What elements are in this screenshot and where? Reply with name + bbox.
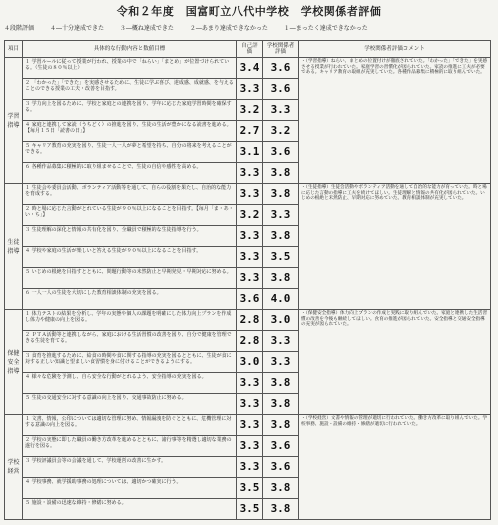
- school-score: 3.8: [263, 394, 299, 415]
- self-score: 3.1: [237, 142, 263, 163]
- self-score: 3.3: [237, 436, 263, 457]
- school-score: 3.8: [263, 184, 299, 205]
- self-score: 2.8: [237, 310, 263, 331]
- self-score: 3.5: [237, 499, 263, 520]
- self-score: 3.2: [237, 205, 263, 226]
- item-cell: ３ 学校評議員会等の会議を通して、学校運営の改善に生かす。: [23, 457, 237, 478]
- table-row: [5, 310, 491, 331]
- page-title: 令和２年度 国富町立八代中学校 学校関係者評価: [116, 5, 382, 18]
- item-cell: １ 生徒会や委員会活動、ボランティア活動等を通して、自らの役割を果たし、自治的な能力を育成する。: [23, 184, 237, 205]
- table-row: [5, 415, 491, 436]
- school-score: 3.0: [263, 310, 299, 331]
- self-score: 3.3: [237, 184, 263, 205]
- comment-cell: ・（生徒指導）生徒会活動やボランティア活動を通して自治的な能力が育っていた。時と場に応じた言動の指導に工夫を続けてほしい。生徒理解と情報の共有化が図られていた。いじめの根絶と未然防止、早期対応に努めていた。教育相談体制が充実していた。: [299, 184, 491, 310]
- item-cell: １ 文書、情報、公印については適切な管理に努め、情報漏洩を防ぐとともに、危機管理に対する意識の向上を図る。: [23, 415, 237, 436]
- school-score: 3.5: [263, 247, 299, 268]
- school-score: 3.6: [263, 142, 299, 163]
- school-score: 3.2: [263, 121, 299, 142]
- legend-item-1: １―まったく達成できなかった: [283, 25, 368, 32]
- self-score: 2.7: [237, 121, 263, 142]
- item-cell: ４ 学校や家庭の生活が楽しいと答える生徒が９０％以上になることを目指す。: [23, 247, 237, 268]
- item-cell: ５ 施設・設備の迅速な維持・修繕に努める。: [23, 499, 237, 520]
- comment-cell: ・（保健安全指導）体力向上プランの作成と実践に取り組んでいた。家庭と連携した生活習慣の改善を今後も継続してほしい。食育の推進が図られていた。安全指導と交通安全指導の充実が図られていた。: [299, 310, 491, 415]
- header-item: 具体的な行動内容と数値目標: [23, 41, 237, 58]
- self-score: 3.0: [237, 352, 263, 373]
- comment-cell: ・（学校経営）文書や情報の管理が適切に行われていた。働き方改革に取り組んでいた。学校事務、施設・設備の維持・修繕が適切に行われていた。: [299, 415, 491, 520]
- item-cell: ３ 学力向上を図るために、学校と家庭との連携を図り、学年に応じた家庭学習時間を確保する。: [23, 100, 237, 121]
- item-cell: ２ 「わかった」「できた」を実感させるために、生徒に学ぶ喜び、達成感、成就感、を与えることのできる授業の工夫・改善を目指す。: [23, 79, 237, 100]
- self-score: 3.4: [237, 58, 263, 79]
- area-cell: 学校経営: [5, 415, 23, 520]
- item-cell: １ 体力テストの結果を分析し、学年の実態や個人の課題を明確にした体力向上プランを作成し体力や健康の向上を図る。: [23, 310, 237, 331]
- school-score: 3.8: [263, 415, 299, 436]
- item-cell: ４ 様々な危険を予測し、自ら安全な行動がとれるよう、安全指導の充実を図る。: [23, 373, 237, 394]
- area-cell: 保健安全指導: [5, 310, 23, 415]
- evaluation-table: [4, 40, 491, 520]
- header-area: 項目: [5, 41, 23, 58]
- self-score: 3.3: [237, 457, 263, 478]
- item-cell: ２ 時と場に応じた言動がとれている生徒が９０％以上になることを目指す。【毎月「ま・あ・い・ち」】: [23, 205, 237, 226]
- table-row: [5, 184, 491, 205]
- area-cell: 生徒指導: [5, 184, 23, 310]
- legend-item-2: ２―あまり達成できなかった: [189, 25, 268, 32]
- header-comment: 学校関係者評価コメント: [299, 41, 491, 58]
- school-score: 3.3: [263, 331, 299, 352]
- item-cell: ６ 各種作品募集に積極的に取り組ませることで、生徒の自信や感性を高める。: [23, 163, 237, 184]
- school-score: 3.8: [263, 373, 299, 394]
- item-cell: ５ キャリア教育の充実を図り、生徒一人一人が夢と希望を持ち、自分の将来を考えることができる。: [23, 142, 237, 163]
- self-score: 3.3: [237, 247, 263, 268]
- self-score: 2.8: [237, 331, 263, 352]
- item-cell: ５ いじめの根絶を目指すとともに、問題行動等の未然防止と早期発見・早期対応に努める。: [23, 268, 237, 289]
- legend-label: ４段階評価: [4, 25, 35, 32]
- comment-cell: ・（学習指導）ねらい、まとめの位置付けが徹底されていた。「わかった」「できた」を実感させる授業が行われていた。家庭学習の習慣化が図られていた。家読の推進に工夫が必要である。キャリア教育の取組が充実していた。各種作品募集に積極的に取り組んでいた。: [299, 58, 491, 184]
- school-score: 3.8: [263, 268, 299, 289]
- school-score: 3.6: [263, 436, 299, 457]
- school-score: 3.3: [263, 100, 299, 121]
- school-score: 3.3: [263, 352, 299, 373]
- item-cell: ４ 学校事務、就学援助事務の処理については、適切かつ確実に行う。: [23, 478, 237, 499]
- school-score: 3.8: [263, 478, 299, 499]
- table-header-row: [5, 41, 491, 58]
- legend-item-3: ３―概ね達成できた: [119, 25, 174, 32]
- school-score: 3.8: [263, 163, 299, 184]
- school-score: 3.3: [263, 205, 299, 226]
- self-score: 3.6: [237, 289, 263, 310]
- school-score: 3.6: [263, 58, 299, 79]
- item-cell: ４ 家庭と連携して家読（うちどく）の推進を図り、生徒の生活が豊かになる読書を進める。【毎月１５日「読書の日」】: [23, 121, 237, 142]
- school-score: 3.6: [263, 457, 299, 478]
- rating-legend: [4, 23, 382, 32]
- self-score: 3.3: [237, 163, 263, 184]
- school-score: 3.8: [263, 226, 299, 247]
- item-cell: ３ 食育を推進するために、給食の時間や食に関する指導の充実を図るとともに、生徒が食に対する正しい知識と望ましい食習慣を身に付けることができるようにする。: [23, 352, 237, 373]
- table-row: [5, 58, 491, 79]
- area-cell: 学習指導: [5, 58, 23, 184]
- self-score: 3.3: [237, 415, 263, 436]
- legend-item-4: ４―十分達成できた: [49, 25, 104, 32]
- self-score: 3.3: [237, 79, 263, 100]
- item-cell: ２ 学校の実態に即した職員の働き方改革を進めるとともに、諸行事等を精選し適切な業務の遂行を図る。: [23, 436, 237, 457]
- school-score: 4.0: [263, 289, 299, 310]
- self-score: 3.2: [237, 100, 263, 121]
- item-cell: １ 学習ルールに従って授業が行われ、授業の中で「ねらい」「まとめ」が位置づけられている。（生徒の８０％以上）: [23, 58, 237, 79]
- self-score: 3.3: [237, 268, 263, 289]
- item-cell: ６ 一人一人の生徒を大切にした教育相談体制の充実を図る。: [23, 289, 237, 310]
- header-school: 学校関係者評価: [263, 41, 299, 58]
- self-score: 3.3: [237, 226, 263, 247]
- school-score: 3.8: [263, 499, 299, 520]
- item-cell: ３ 生徒理解の深化と情報の共有化を図り、全職員で積極的な生徒指導を行う。: [23, 226, 237, 247]
- self-score: 3.3: [237, 373, 263, 394]
- self-score: 3.5: [237, 478, 263, 499]
- school-score: 3.6: [263, 79, 299, 100]
- item-cell: ２ ＰＴＡ活動等と連携しながら、家庭における生活習慣の改善を図り、自分で健康を管理できる生徒を育てる。: [23, 331, 237, 352]
- self-score: 3.3: [237, 394, 263, 415]
- header-self: 自己評価: [237, 41, 263, 58]
- item-cell: ５ 生徒の交通安全に対する意識の向上を図り、交通事故防止に努める。: [23, 394, 237, 415]
